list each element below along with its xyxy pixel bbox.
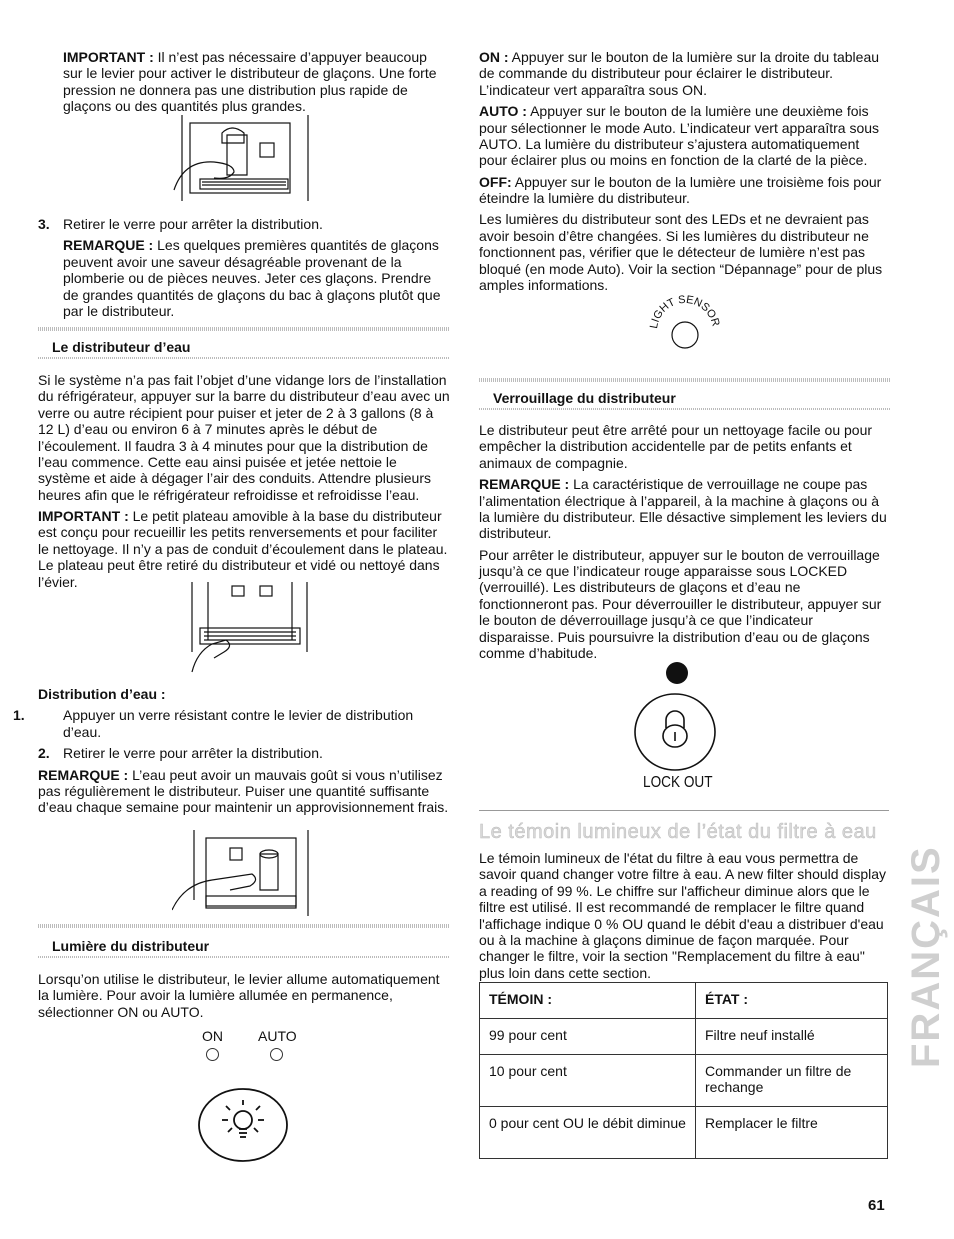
table-cell: Commander un filtre de rechange: [696, 1055, 888, 1107]
filter-section: [479, 850, 891, 986]
section-rule: [479, 408, 891, 410]
table-row: [480, 1019, 888, 1055]
section-rule: [38, 357, 450, 359]
svg-text:LIGHT SENSOR: LIGHT SENSOR: [648, 295, 722, 330]
header-cell: TÉMOIN :: [480, 983, 696, 1019]
filter-section-rule: [479, 810, 889, 811]
light-modes-section: [479, 49, 891, 298]
page-number: 61: [868, 1197, 885, 1214]
on-indicator-icon: [206, 1048, 219, 1061]
distribution-heading: Distribution d’eau :: [38, 686, 166, 702]
lock-button-icon[interactable]: [633, 692, 717, 772]
off-mode: OFF: Appuyer sur le bouton de la lumière une troisième fois pour éteindre la lumière du distributeur.: [479, 173, 882, 206]
table-cell: Remplacer le filtre: [696, 1107, 888, 1159]
section-rule: [479, 378, 891, 382]
lock-section: [479, 422, 891, 666]
ice-dispenser-illustration: [172, 115, 322, 205]
auto-indicator-icon: [270, 1048, 283, 1061]
heading-filter-indicator: Le témoin lumineux de l’état du filtre à eau: [479, 821, 877, 843]
heading-dispenser-light: Lumière du distributeur: [52, 938, 210, 954]
section-rule: [38, 327, 450, 331]
important-ice-paragraph: IMPORTANT : Il n’est pas nécessaire d’appuyer beaucoup sur le levier pour activer le distributeur de glaçons. Une forte pression ne donnera pas une distribution plus rapide de glaçons ou des quantités plus grandes.: [63, 49, 437, 115]
water-intro: Si le système n’a pas fait l’objet d’une vidange lors de l’installation du réfrigérateur, appuyer sur la barre du distributeur d’eau avec un verre ou autre récipient pour puiser et jeter de 2 à 3 gallons (8 à 12 L) d’eau ou environ 6 à 7 minutes après le début de l’écoulement. Il faudra 3 à 4 minutes pour que la distribution de l’eau commence. Cette eau ainsi puisée et jetée nettoie le système et aide à dégager l’air des conduits. Attendre plusieurs heures afin que le réfrigérateur refroidisse et refroidisse l’eau.: [38, 372, 450, 503]
leds-paragraph: Les lumières du distributeur sont des LEDs et ne devraient pas avoir besoin d’être changées. Si les lumières du distributeur ne fonctionnent pas, vérifier que le détecteur de lumière n’est pas bloqué (en mode Auto). Voir la section “Dépannage” pour de plus amples informations.: [479, 211, 883, 293]
heading-dispenser-lock: Verrouillage du distributeur: [493, 390, 676, 406]
language-side-tab: FRANÇAIS: [904, 845, 948, 1068]
table-cell: 99 pour cent: [480, 1019, 696, 1055]
table-cell: 10 pour cent: [480, 1055, 696, 1107]
water-distribution-steps: [13, 686, 450, 821]
heading-water-dispenser: Le distributeur d’eau: [52, 339, 191, 355]
table-row: [480, 1107, 888, 1159]
filter-status-table: [479, 982, 888, 1159]
on-mode: ON : Appuyer sur le bouton de la lumière sur la droite du tableau de commande du distributeur pour éclairer le distributeur. L’indicateur vert apparaîtra sous ON.: [479, 49, 880, 98]
lock-intro: Le distributeur peut être arrêté pour un nettoyage facile ou pour empêcher la distribution accidentelle par de petits enfants et animaux de compagnie.: [479, 422, 873, 471]
important-tray: IMPORTANT : Le petit plateau amovible à la base du distributeur est conçu pour recueillir les petits renversements et pour faciliter le nettoyage. Il n’y a pas de conduit d’écoulement dans le plateau. Le plateau peut être retiré du distributeur et vidé ou nettoyé dans l’évier.: [38, 508, 448, 590]
light-intro: Lorsqu’on utilise le distributeur, le levier allume automatiquement la lumière. Pour avoir la lumière allumée en permanence, sélectionner ON ou AUTO.: [38, 971, 440, 1020]
table-header-row: [480, 983, 888, 1019]
header-cell: ÉTAT :: [696, 983, 888, 1019]
water-dispenser-section: [38, 372, 450, 595]
light-button-icon[interactable]: [196, 1086, 290, 1164]
light-sensor-icon: [645, 295, 725, 355]
auto-label: AUTO: [258, 1028, 297, 1044]
auto-mode: AUTO : Appuyer sur le bouton de la lumière une deuxième fois pour sélectionner le mode Auto. L’indicateur vert apparaîtra sous AUTO. La lumière du distributeur s’ajustera automatiquement pour éclairer plus ou moins en fonction de la clarté de la pièce.: [479, 103, 880, 169]
on-auto-indicators: [200, 1028, 310, 1068]
remarque-water: REMARQUE : L’eau peut avoir un mauvais goût si vous n’utilisez pas régulièrement le distributeur. Puiser une quantité suffisante d’eau chaque semaine pour maintenir un approvisionnement frais.: [38, 766, 449, 816]
remarque-ice: REMARQUE : Les quelques premières quantités de glaçons peuvent avoir une saveur désagréable provenant de la plomberie ou de pièces neuves. Jeter ces glaçons. Prendre de grandes quantités de glaçons du bac à glaçons plutôt que par le distributeur.: [63, 237, 441, 319]
table-row: [480, 1055, 888, 1107]
table-cell: Filtre neuf installé: [696, 1019, 888, 1055]
light-section: [38, 971, 450, 1025]
lock-instructions: Pour arrêter le distributeur, appuyer sur le bouton de verrouillage jusqu’à ce que l’indicateur rouge apparaisse sous LOCKED (verrouillé). Les distributeurs de glaçons et d’eau ne fonctionneront pas. Pour déverrouiller le distributeur, appuyer sur le bouton de déverrouillage jusqu’à ce que l’indicateur disparaisse. Puis poursuivre la distribution d’eau ou de glaçons comme d’habitude.: [479, 546, 882, 661]
water-dispensing-illustration: [172, 830, 314, 918]
dist-step-2: 2. Retirer le verre pour arrêter la distribution.: [38, 745, 323, 762]
filter-intro: Le témoin lumineux de l'état du filtre à eau vous permettra de savoir quand changer votre filtre à eau. A new filter should display a reading of 99 %. Le chiffre sur l'afficheur diminue alors que le filtre est utilisé. Il est recommandé de remplacer le filtre quand l'affichage indique 0 % OU quand le débit d'eau a distribuer d'eau ou à la machine à glaçons diminue de façon marquée. Pour changer le filtre, voir la section "Remplacement du filtre à eau" plus loin dans cette section.: [479, 850, 887, 981]
dist-step-1: 1. Appuyer un verre résistant contre le levier de distribution d’eau.: [13, 707, 414, 740]
left-ice-steps: [38, 216, 450, 324]
remarque-lock: REMARQUE : La caractéristique de verrouillage ne coupe pas l’alimentation électrique à l’appareil, à la machine à glaçons ou à la lumière du distributeur. Elle désactive simplement les leviers du distributeur.: [479, 476, 887, 542]
on-label: ON: [202, 1028, 223, 1044]
section-rule: [38, 924, 450, 928]
lock-indicator-dot: [666, 662, 688, 684]
left-column: [38, 49, 450, 120]
lockout-label: LOCK OUT: [643, 774, 713, 791]
step-3: 3. Retirer le verre pour arrêter la distribution.: [38, 216, 323, 232]
section-rule: [38, 956, 450, 958]
table-cell: 0 pour cent OU le débit diminue: [480, 1107, 696, 1159]
drip-tray-illustration: [172, 582, 317, 674]
